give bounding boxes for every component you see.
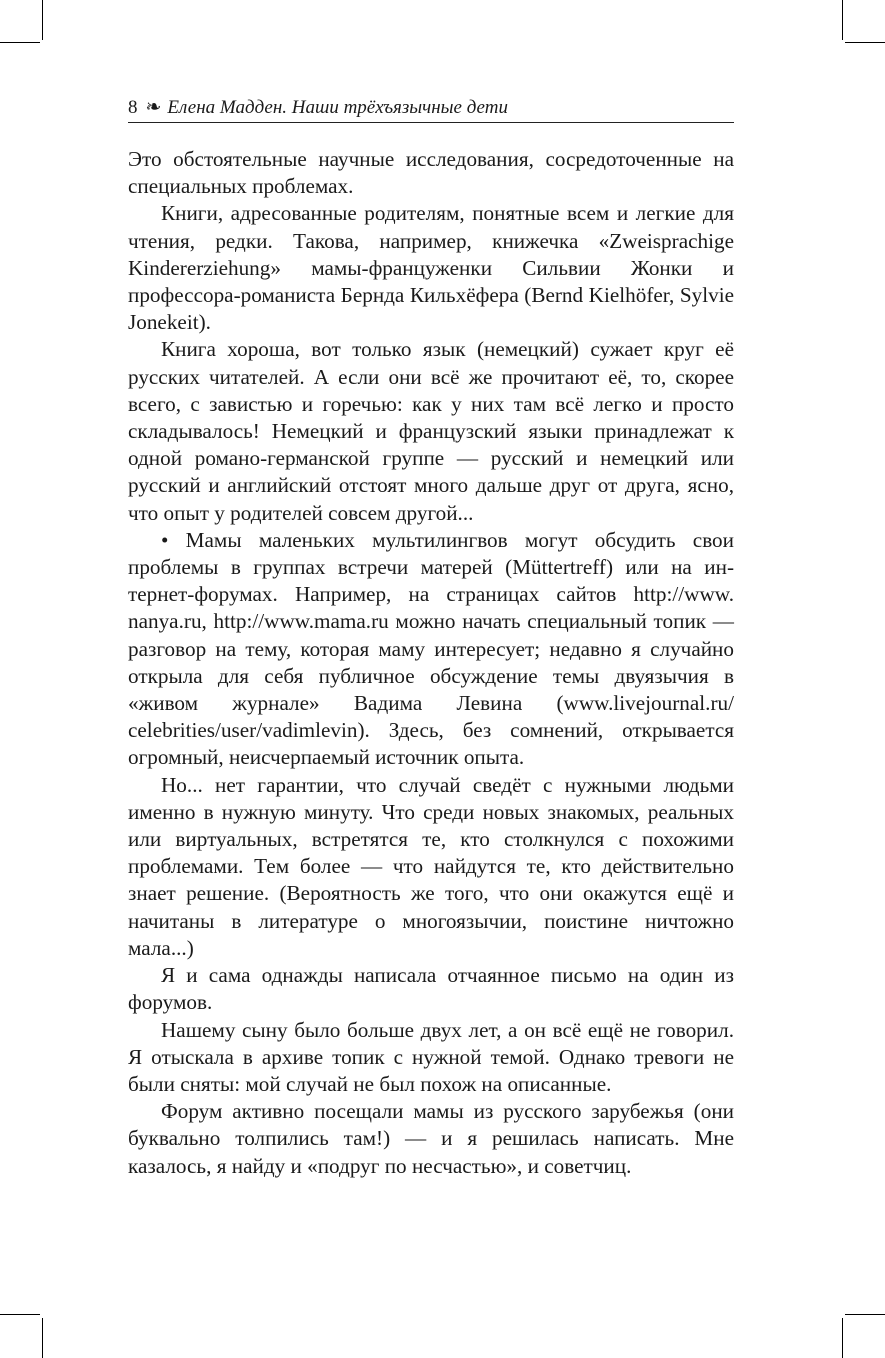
crop-mark-top-right [842,0,843,40]
fleuron-ornament-icon: ❧ [145,97,162,118]
crop-mark-right-bottom [845,1314,885,1315]
paragraph: Это обстоятельные научные исследования, сосредоточенные на специальных проблемах. [128,147,734,199]
paragraph: Я и сама однажды написала отчаянное письмо на один из форумов. [128,963,734,1015]
page-number: 8 [128,97,138,118]
paragraph: • Мамы маленьких мультилингвов могут обсудить свои проблемы в группах встречи матерей (Müttertreff) или на интернет-форумах. Например, на страницах сайтов http://www.​nanya.ru, http://www.mama.ru можно начать специальный топик — разговор на тему, которая маму интересует; недавно я случайно открыла для себя публичное обсуждение темы двуязычия в «живом журнале» Вадима Левина (www.livejournal.ru/​celebrities/user/vadimlevin). Здесь, без сомнений, открывается огромный, неисчерпаемый источник опыта. [128,527,734,770]
crop-mark-left-bottom [0,1314,40,1315]
crop-mark-left-top [0,42,40,43]
crop-mark-right-top [845,42,885,43]
paragraph: Но... нет гарантии, что случай сведёт с нужными людьми именно в нужную минуту. Что среди новых знакомых, реальных или виртуальных, встретятся те, кто столкнулся с похожими проблемами. Тем более — что найдутся те, кто действительно знает решение. (Вероятность же того, что они окажутся ещё и начитаны в литературе о многоязычии, поистине ничтожно мала...) [128,772,734,960]
running-title: Елена Мадден. Наши трёхъязычные дети [167,97,508,118]
running-header [128,96,734,123]
crop-mark-bottom-left [42,1318,43,1358]
paragraph: Книги, адресованные родителям, понятные всем и легкие для чтения, редки. Такова, например, книжечка «Zweisprachige Kindererziehung» мамы-француженки Сильвии Жонки и профессора-романиста Бернда Кильхёфера (Bernd Kielhöfer, Sylvie Jonekeit). [128,201,734,335]
body-text [128,146,734,1180]
paragraph: Форум активно посещали мамы из русского зарубежья (они буквально толпились там!) — и я решилась написать. Мне казалось, я найду и «подруг по несчастью», и советчиц. [128,1099,734,1178]
paragraph: Нашему сыну было больше двух лет, а он всё ещё не говорил. Я отыскала в архиве топик с нужной темой. Однако тревоги не были сняты: мой случай не был похож на описанные. [128,1017,734,1096]
crop-mark-top-left [42,0,43,40]
paragraph: Книга хороша, вот только язык (немецкий) сужает круг её русских читателей. А если они всё же прочитают её, то, скорее всего, с завистью и горечью: как у них там всё легко и просто складывалось! Немецкий и французский языки принадлежат к одной романо-германской группе — русский и немецкий или русский и английский отстоят много дальше друг от друга, ясно, что опыт у родителей совсем другой... [128,337,734,525]
crop-mark-bottom-right [842,1318,843,1358]
